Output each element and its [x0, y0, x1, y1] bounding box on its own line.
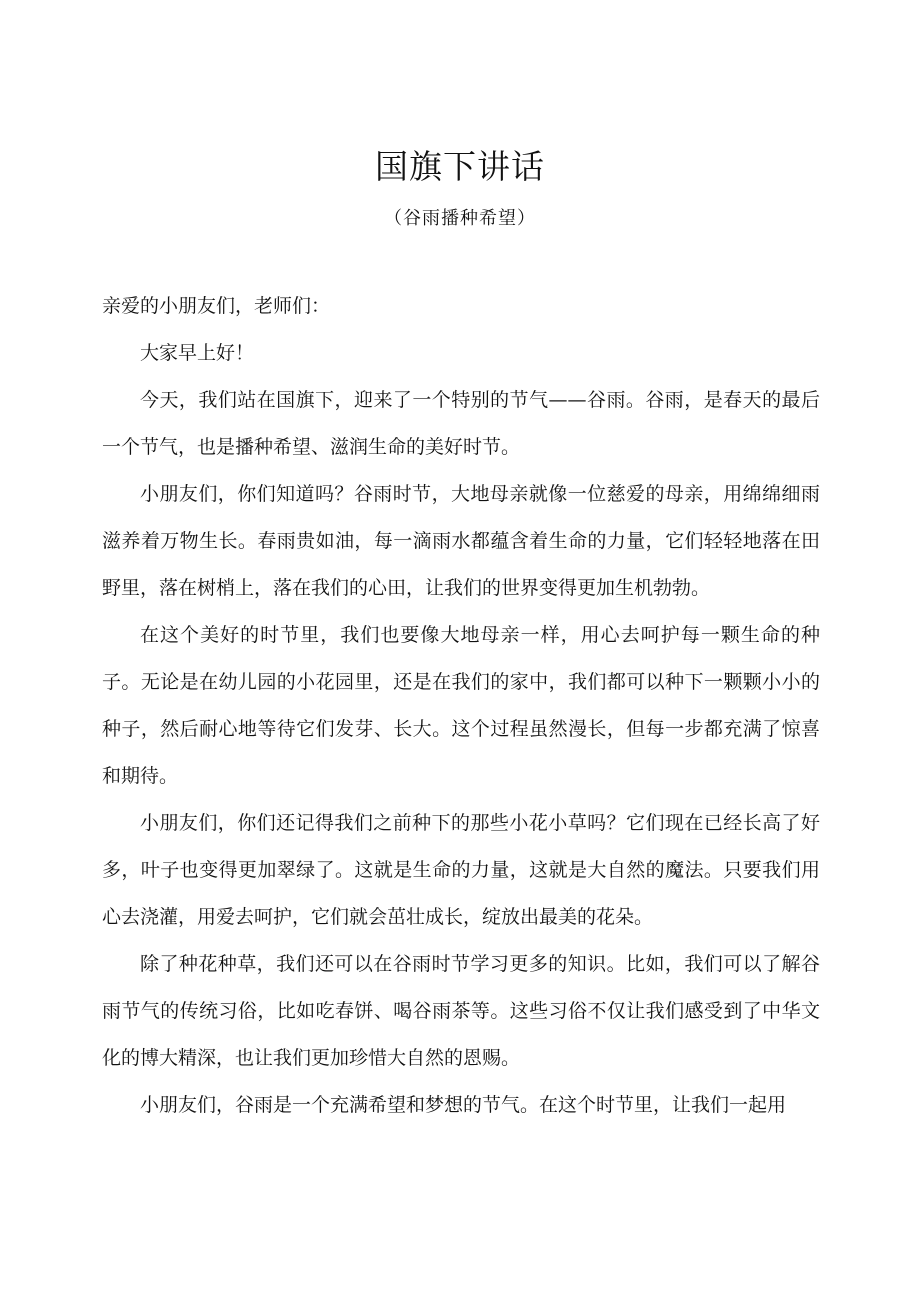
page-subtitle: （谷雨播种希望） [384, 208, 536, 229]
greeting: 亲爱的小朋友们，老师们： [102, 295, 331, 317]
speech-body [102, 283, 820, 1129]
paragraph: 在这个美好的时节里，我们也要像大地母亲一样，用心去呵护每一颗生命的种子。无论是在幼儿园的小花园里，还是在我们的家中，我们都可以种下一颗颗小小的种子，然后耐心地等待它们发芽、长大。这个过程虽然漫长，但每一步都充满了惊喜和期待。 [102, 624, 820, 787]
paragraph: 今天，我们站在国旗下，迎来了一个特别的节气——谷雨。谷雨，是春天的最后一个节气，也是播种希望、滋润生命的美好时节。 [102, 389, 820, 458]
paragraph: 小朋友们，谷雨是一个充满希望和梦想的节气。在这个时节里，让我们一起用 [140, 1094, 787, 1116]
paragraph: 小朋友们，你们知道吗？谷雨时节，大地母亲就像一位慈爱的母亲，用绵绵细雨滋养着万物生长。春雨贵如油，每一滴雨水都蕴含着生命的力量，它们轻轻地落在田野里，落在树梢上，落在我们的心田，让我们的世界变得更加生机勃勃。 [102, 483, 820, 599]
page-title: 国旗下讲话 [375, 147, 545, 186]
paragraph: 大家早上好！ [140, 342, 255, 364]
paragraph: 小朋友们，你们还记得我们之前种下的那些小花小草吗？它们现在已经长高了好多，叶子也变得更加翠绿了。这就是生命的力量，这就是大自然的魔法。只要我们用心去浇灌，用爱去呵护，它们就会茁壮成长，绽放出最美的花朵。 [102, 812, 820, 928]
paragraph: 除了种花种草，我们还可以在谷雨时节学习更多的知识。比如，我们可以了解谷雨节气的传统习俗，比如吃春饼、喝谷雨茶等。这些习俗不仅让我们感受到了中华文化的博大精深，也让我们更加珍惜大自然的恩赐。 [102, 953, 820, 1069]
